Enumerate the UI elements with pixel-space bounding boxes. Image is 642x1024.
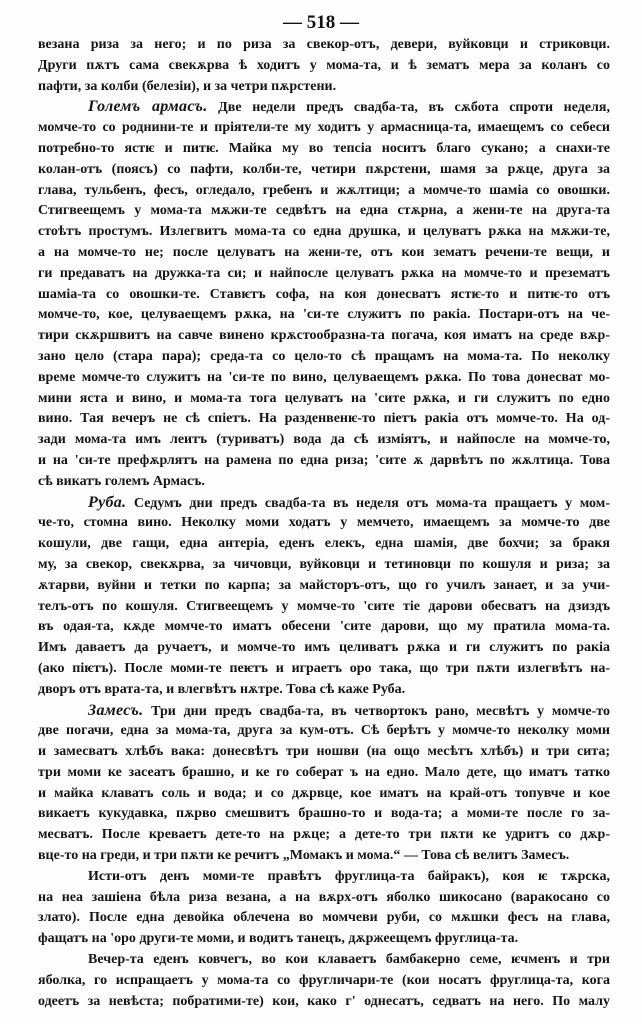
text-line xyxy=(38,472,610,493)
text-line xyxy=(38,77,610,98)
text-line xyxy=(38,721,610,742)
line-text: стоѣтъ простумъ. Излегвитъ мома-та со една друшка, и целуватъ рѫка на мѫжи-те, xyxy=(38,224,610,240)
line-text: одеетъ за невѣста; побратими-те) кои, како г' однесатъ, седватъ на него. По малу xyxy=(38,993,610,1009)
line-text: момче-то, кое, целуваещемъ рѫка, на 'си-те служитъ по ракiа. Постари-отъ на че- xyxy=(38,307,610,323)
line-text: и замесватъ хлѣбъ вака: донесвѣтъ три ношви (на ощо месѣтъ хлѣбъ) и три сита; xyxy=(38,744,610,760)
text-line xyxy=(38,181,610,202)
line-text: ги предаватъ на дружка-та си; и найпосле целуватъ рѫка на момче-то и презематъ xyxy=(38,265,610,281)
text-line xyxy=(38,638,610,659)
text-line xyxy=(38,451,610,472)
line-text: (ако пiѥтъ). После моми-те пеѥтъ и играетъ оро така, що три пѫти излегвѣтъ на- xyxy=(38,660,610,676)
paragraph xyxy=(38,493,610,701)
line-text: Три дни предъ свадба-та, въ четвортокъ рано, месвѣтъ у момче-то xyxy=(143,703,610,719)
line-text: ѫтарви, вуйни и тетки по карпа; за майсторъ-отъ, що го училъ занает, и за учи- xyxy=(38,577,610,593)
line-text: глава, тульбенъ, фесъ, огледало, гребенъ и жѫлтици; а момче-то шамiа со овошки. xyxy=(38,182,610,198)
text-line xyxy=(38,992,610,1013)
text-line xyxy=(38,139,610,160)
text-line xyxy=(38,118,610,139)
text-line xyxy=(38,825,610,846)
text-line xyxy=(38,784,610,805)
text-line xyxy=(38,867,610,888)
text-line xyxy=(38,534,610,555)
text-line xyxy=(38,555,610,576)
line-text: на неа зашiена бѣла риза везана, а на вѫрх-отъ яболко шикосано (варакосано со xyxy=(38,889,610,905)
text-line xyxy=(38,659,610,680)
line-text: зади мома-та имъ леитъ (туриватъ) вода да сѣ измiятъ, и найпосле на момче-то, xyxy=(38,432,610,448)
paragraph xyxy=(38,97,610,492)
paragraph xyxy=(38,701,610,867)
line-text: Седумъ дни предъ свадба-та въ неделя отъ мома-та пращаетъ у мом- xyxy=(126,495,610,511)
text-line xyxy=(38,680,610,701)
text-line xyxy=(38,368,610,389)
line-text: яболка, го испращаетъ у мома-та со фругличари-те (кои носатъ фруглица-та, кога xyxy=(38,972,610,988)
text-line xyxy=(38,305,610,326)
line-text: мини яста и вино, и мома-та тога целуватъ на 'сите рѫка, и ги служитъ по едно xyxy=(38,390,610,406)
line-text: три моми ке засеатъ брашно, и ке го соберат ъ на едно. Мало дете, що иматъ татко xyxy=(38,764,610,780)
text-line xyxy=(38,701,610,722)
line-text: сѣ викатъ големъ Армасъ. xyxy=(38,473,205,489)
line-text: месватъ. После креваетъ дете-то на рѫце; а дете-то три пѫти ке удритъ со дѫр- xyxy=(38,827,610,843)
section-heading: Замесъ. xyxy=(88,701,144,719)
line-text: вце-то на греди, и три пѫти ке речитъ „Момакъ и мома.“ — Това сѣ велитъ Замесъ. xyxy=(38,848,570,864)
line-text: и на 'си-те префѫрлятъ на рамена по една риза; 'сите ѫ дарвѣтъ по жѫлтица. Това xyxy=(38,452,610,468)
line-text: фащатъ на 'оро други-те моми, и водитъ танецъ, дѫржеещемъ фруглица-та. xyxy=(38,931,519,947)
line-text: тири скѫршвитъ на савче винено крѫстообразна-та погача, коя иматъ на среде вѫр- xyxy=(38,328,610,344)
text-line xyxy=(38,513,610,534)
body-text xyxy=(38,35,610,1012)
line-text: вино. Тая вечеръ не сѣ спiетъ. На разденвенѥ-то пiетъ ракiа отъ момче-то. На од- xyxy=(38,411,610,427)
line-text: въ одая-та, кѫде момче-то иматъ обесени 'сите дарови, що му пратила мома-та. xyxy=(38,619,610,635)
text-line xyxy=(38,971,610,992)
text-line xyxy=(38,929,610,950)
text-line xyxy=(38,804,610,825)
text-line xyxy=(38,763,610,784)
paragraph xyxy=(38,35,610,97)
line-text: време момче-то служитъ на 'си-те по вино, целуваещемъ рѫка. По това донесват мо- xyxy=(38,369,610,385)
line-text: Исти-отъ денъ моми-те правѣтъ фруглица-та байракъ), коя ѥ тѫрска, xyxy=(88,868,610,884)
line-text: дворъ отъ врата-та, и влегвѣтъ нѫтре. Това сѣ каже Руба. xyxy=(38,681,406,697)
text-line xyxy=(38,160,610,181)
line-text: му, за свекор, свекѫрва, за чичовци, вуйковци и тетиновци по кошуля и риза; за xyxy=(38,556,610,572)
text-line xyxy=(38,617,610,638)
line-text: потребно-то ястѥ и питѥ. Майка му во тепсiа носитъ благо сукано; а снахи-те xyxy=(38,140,610,156)
line-text: везана риза за него; и по риза за свекор-отъ, девери, вуйковци и стриковци. xyxy=(38,37,610,52)
line-text: шамiа-та со овошки-те. Ставѥтъ софа, на коя донесватъ ястѥ-то и питѥ-то отъ xyxy=(38,286,610,302)
text-line xyxy=(38,222,610,243)
line-text: Вечер-та еденъ ковчегъ, во кои клаваетъ бамбакерно семе, ѥчменъ и три xyxy=(88,952,610,968)
text-line xyxy=(38,908,610,929)
line-text: Други пѫтъ сама свекѫрва ѣ ходитъ у мома-та, и ѣ зематъ мера за коланъ со xyxy=(38,57,610,73)
line-text: Имъ даваетъ да ручаетъ, и момче-то имъ целиватъ рѫка и ги служитъ по ракiа xyxy=(38,640,610,656)
text-line xyxy=(38,264,610,285)
text-line xyxy=(38,597,610,618)
text-line xyxy=(38,35,610,56)
text-line xyxy=(38,430,610,451)
line-text: момче-то со роднини-те и прiятели-те му ходитъ у армасница-та, имаещемъ со себеси xyxy=(38,120,610,136)
section-heading: Руба. xyxy=(88,493,127,511)
paragraph xyxy=(38,950,610,1012)
line-text: викаетъ кукудавка, пѫрво смешвитъ брашно-то и вода-та; а моми-те после го за- xyxy=(38,806,610,822)
text-line xyxy=(38,326,610,347)
text-line xyxy=(38,56,610,77)
text-line xyxy=(38,493,610,514)
line-text: Стигвеещемъ у мома-та мѫжи-те седвѣтъ на една стѫрна, а жени-те на друга-та xyxy=(38,203,610,219)
line-text: че-то, стомна вино. Неколку моми ходатъ у мемчето, имаещемъ за момче-то две xyxy=(38,515,610,531)
line-text: и майка клаватъ соль и вода; и со дѫрвце, кое иматъ на край-отъ топувче и кое xyxy=(38,785,610,801)
paragraph xyxy=(38,867,610,950)
text-line xyxy=(38,846,610,867)
section-heading: Големъ армасъ. xyxy=(88,98,208,116)
text-line xyxy=(38,243,610,264)
text-line xyxy=(38,97,610,118)
line-text: колан-отъ (поясъ) со пафти, колби-те, четири пѫрстени, шамя за рѫце, друга за xyxy=(38,161,610,177)
text-line xyxy=(38,285,610,306)
text-line xyxy=(38,409,610,430)
text-line xyxy=(38,950,610,971)
text-line xyxy=(38,201,610,222)
line-text: пафти, за колби (белезiи), и за четри пѫрстени. xyxy=(38,78,337,94)
text-line xyxy=(38,389,610,410)
line-text: зано цело (стара пара); среда-та со цело-то сѣ пращамъ на мома-та. По неколку xyxy=(38,348,610,364)
line-text: а на момче-то не; после целуватъ на жени-те, отъ кои зематъ речени-те вещи, и xyxy=(38,244,610,260)
text-line xyxy=(38,888,610,909)
text-line xyxy=(38,742,610,763)
line-text: кошули, две гащи, една антерiа, еденъ елекъ, една шамiя, две бохчи; за бракя xyxy=(38,536,610,552)
line-text: Две недели предъ свадба-та, въ сѫбота спроти неделя, xyxy=(207,100,610,116)
line-text: телъ-отъ по кошуля. Стигвеещемъ у момче-то 'сите тiе дарови обесватъ на дзиздъ xyxy=(38,598,610,614)
line-text: две погачи, една за мома-та, друга за кум-отъ. Сѣ берѣтъ у момче-то неколку моми xyxy=(38,723,610,739)
page-number: — 518 — xyxy=(283,12,359,33)
line-text: злато). После една девойка облечена во момчеви руби, со мѫшки фесъ на глава, xyxy=(38,910,610,926)
text-line xyxy=(38,576,610,597)
text-line xyxy=(38,347,610,368)
